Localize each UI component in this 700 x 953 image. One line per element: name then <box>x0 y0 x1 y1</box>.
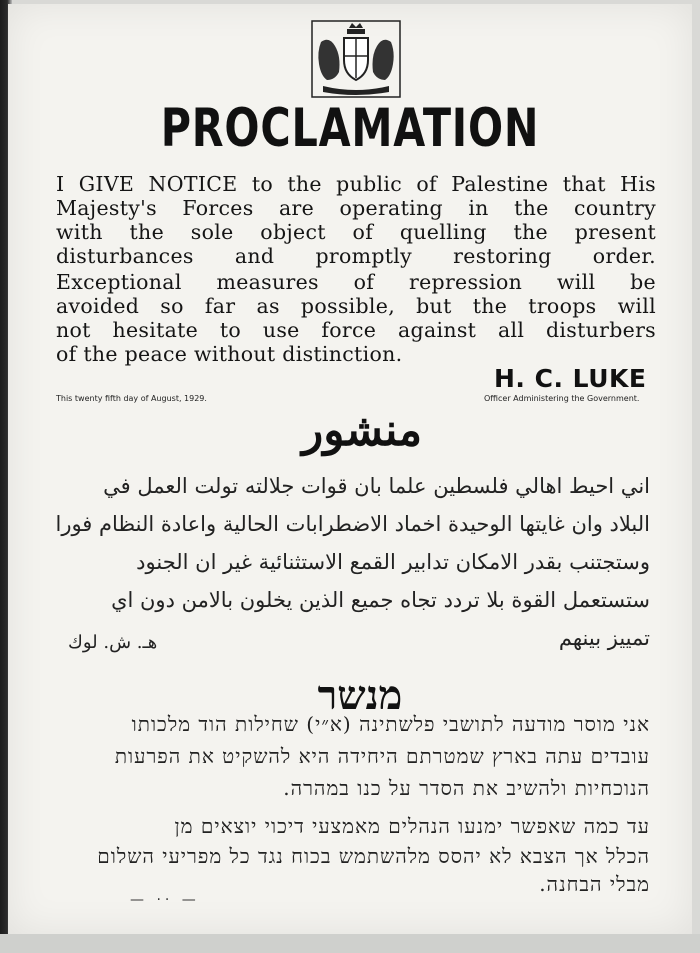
hebrew-line: עובדים עתה בארץ שמטרתם היחידה היא להשקיט את הפרעות <box>114 744 650 768</box>
hebrew-line: עד כמה שאפשר ימנעו הנהלים מאמצעי דיכוי יוצאים מן <box>174 814 650 838</box>
hebrew-signature: — ·· — <box>130 892 200 908</box>
english-line: disturbances and promptly restoring order. <box>56 244 656 268</box>
english-line: Majesty's Forces are operating in the country <box>56 196 656 220</box>
hebrew-line: הנוכחיות ולהשיב את הסדר על כנו במהרה. <box>283 776 650 800</box>
english-paragraph-2 <box>56 270 656 366</box>
english-line: with the sole object of quelling the present <box>56 220 656 244</box>
hebrew-line: אני מוסר מודעה לתושבי פלשתינה (א״י) שחילות הוד מלכותו <box>131 712 650 736</box>
english-line: Exceptional measures of repression will be <box>56 270 656 294</box>
english-line: of the peace without distinction. <box>56 342 403 366</box>
arabic-line: ستستعمل القوة بلا تردد تجاه جميع الذين يخلون بالامن دون اي <box>111 588 650 612</box>
photo-bottom-margin <box>0 934 700 953</box>
date-line: This twenty fifth day of August, 1929. <box>56 394 207 403</box>
royal-coat-of-arms <box>311 20 401 98</box>
arabic-line: البلاد وان غايتها الوحيدة اخماد الاضطرابات الحالية واعادة النظام فورا <box>55 512 650 536</box>
english-paragraph-1 <box>56 172 656 268</box>
arabic-line: وستجتنب بقدر الامكان تدابير القمع الاستثنائية غير ان الجنود <box>136 550 650 574</box>
english-line: avoided so far as possible, but the troops will <box>56 294 656 318</box>
signature-title: Officer Administering the Government. <box>484 394 640 403</box>
english-line: not hesitate to use force against all disturbers <box>56 318 656 342</box>
arabic-title: منشور <box>301 405 423 456</box>
signature-name: H. C. LUKE <box>494 364 647 393</box>
hebrew-line: הכלל אך הצבא לא יהסס מלהשתמש בכוח נגד כל מפריעי השלום <box>97 844 650 868</box>
arabic-line: اني احيط اهالي فلسطين علما بان قوات جلالته تولت العمل في <box>103 474 650 498</box>
english-line: I GIVE NOTICE to the public of Palestine that His <box>56 172 656 196</box>
page-title: PROCLAMATION <box>160 98 540 159</box>
arabic-signature: هـ. ش. لوك <box>68 632 158 653</box>
arabic-line: تمييز بينهم <box>558 626 650 650</box>
hebrew-title: מנשר <box>317 672 403 719</box>
hebrew-line: מבלי הבחנה. <box>539 872 650 896</box>
